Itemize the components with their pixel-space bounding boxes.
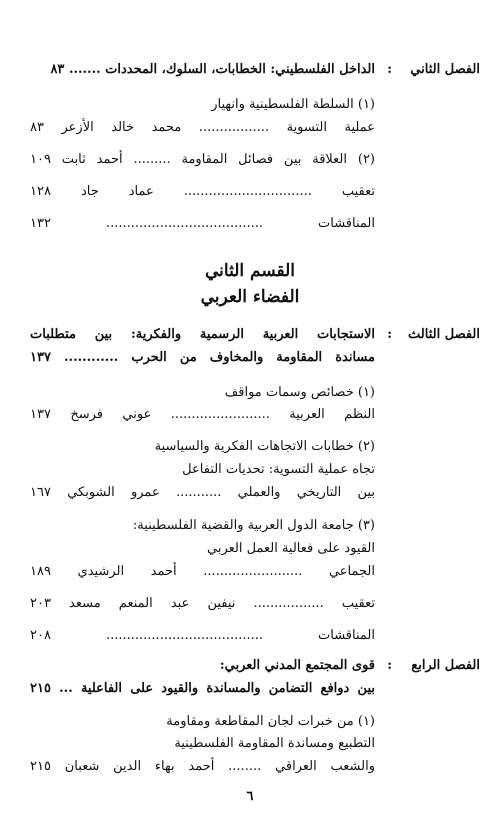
toc-entry-line: (٢) خطابات الاتجاهات الفكرية والسياسية [154,439,375,454]
toc-entry-line: التطبيع ومساندة المقاومة الفلسطينية [174,736,375,751]
chapter-title-line: الداخل الفلسطيني: الخطابات، السلوك، المحددات ....... ٨٣ [50,62,375,77]
chapter-title-line: الاستجابات العربية الرسمية والفكرية: بين متطلبات [30,327,375,342]
toc-entry-line: المناقشات ...................................... ٢٠٨ [30,628,375,643]
toc-entry-line: النظم العربية ........................ عوني فرسخ ١٣٧ [30,407,375,422]
toc-entry-line: القيود على فعالية العمل العربي [207,541,375,556]
toc-entry-line: الجماعي ........................ أحمد الرشيدي ١٨٩ [30,564,375,579]
toc-entry-line: تجاه عملية التسوية: تحديات التفاعل [182,462,375,477]
part-title: القسم الثاني [204,261,295,281]
chapter-label: الفصل الثالث [408,327,480,342]
toc-entry-line: المناقشات ...................................... ١٣٢ [30,216,375,231]
toc-entry-line: تعقيب ................. نيفين عبد المنعم مسعد ٢٠٣ [30,596,375,611]
toc-entry-line: (١) خصائص وسمات مواقف [224,385,375,400]
chapter-colon: : [387,327,392,342]
chapter-colon: : [387,62,392,77]
toc-entry-line: بين التاريخي والعملي ........... عمرو الشوبكي ١٦٧ [30,485,375,500]
page-number: ٦ [246,789,254,804]
toc-entry-line: عملية التسوية ................. محمد خالد الأزعر ٨٣ [30,120,375,135]
chapter-title-line: مساندة المقاومة والمخاوف من الحرب ............ ١٣٧ [30,350,375,365]
chapter-label: الفصل الرابع [411,658,480,673]
chapter-colon: : [387,658,392,673]
toc-entry-line: (١) من خبرات لجان المقاطعة ومقاومة [166,714,375,729]
toc-entry-line: (٣) جامعة الدول العربية والقضية الفلسطينية: [132,518,375,533]
chapter-title-line: بين دوافع التضامن والمساندة والقيود على الفاعلية ... ٢١٥ [30,681,375,696]
chapter-label: الفصل الثاني [410,62,480,77]
toc-entry-line: (١) السلطة الفلسطينية وانهيار [211,97,375,112]
toc-entry-line: (٢) العلاقة بين فصائل المقاومة ......... أحمد ثابت ١٠٩ [30,152,375,167]
part-subtitle: الفضاء العربي [200,287,300,307]
chapter-title-line: قوى المجتمع المدني العربي: [219,658,375,673]
toc-entry-line: والشعب العراقي ........ أحمد بهاء الدين شعبان ٢١٥ [30,759,375,774]
toc-entry-line: تعقيب ............................... عماد جاد ١٢٨ [30,184,375,199]
